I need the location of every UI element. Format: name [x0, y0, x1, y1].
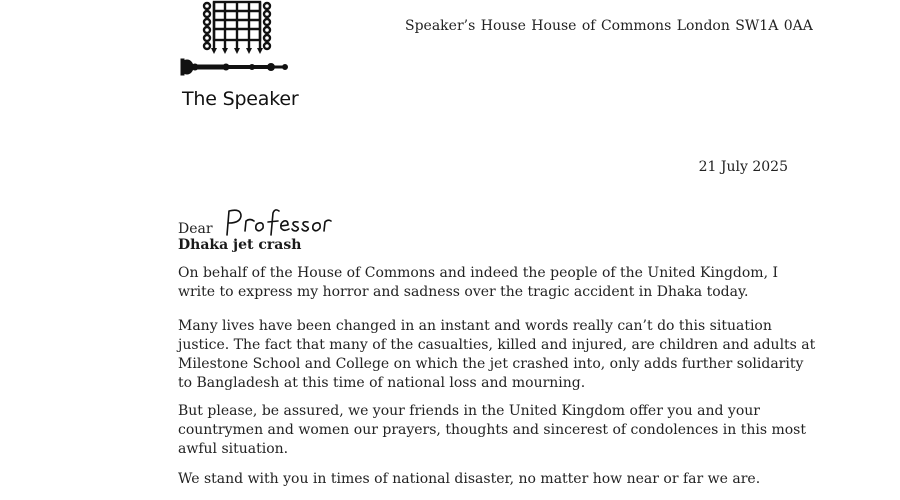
- letterhead-title: The Speaker: [182, 88, 299, 110]
- letter-paragraph: Many lives have been changed in an instant and words really can’t do this situation justice. The fact that many of the casualties, killed and injured, are children and adults at Milestone School and College on which the jet crashed into, only adds further solidarity to Bangladesh at this time of national loss and mourning.: [178, 318, 816, 391]
- mace-icon: [178, 55, 296, 79]
- salutation-dear: Dear: [178, 221, 213, 237]
- letter-paragraph: We stand with you in times of national disaster, no matter how near or far we are.: [178, 471, 761, 487]
- salutation: [178, 199, 333, 237]
- speaker-logo: [178, 0, 299, 112]
- portcullis-icon: [201, 0, 273, 56]
- letter-date: 21 July 2025: [698, 159, 788, 175]
- letter-subject: Dhaka jet crash: [178, 237, 302, 253]
- letter-paragraph: But please, be assured, we your friends in the United Kingdom offer you and your countrymen and women our prayers, thoughts and sincerest of condolences in this most awful situation.: [178, 403, 806, 457]
- handwritten-addressee: [221, 205, 333, 239]
- letterhead-address: Speaker’s House House of Commons London SW1A 0AA: [405, 18, 813, 34]
- letter-paragraph: On behalf of the House of Commons and indeed the people of the United Kingdom, I write to express my horror and sadness over the tragic accident in Dhaka today.: [178, 265, 779, 300]
